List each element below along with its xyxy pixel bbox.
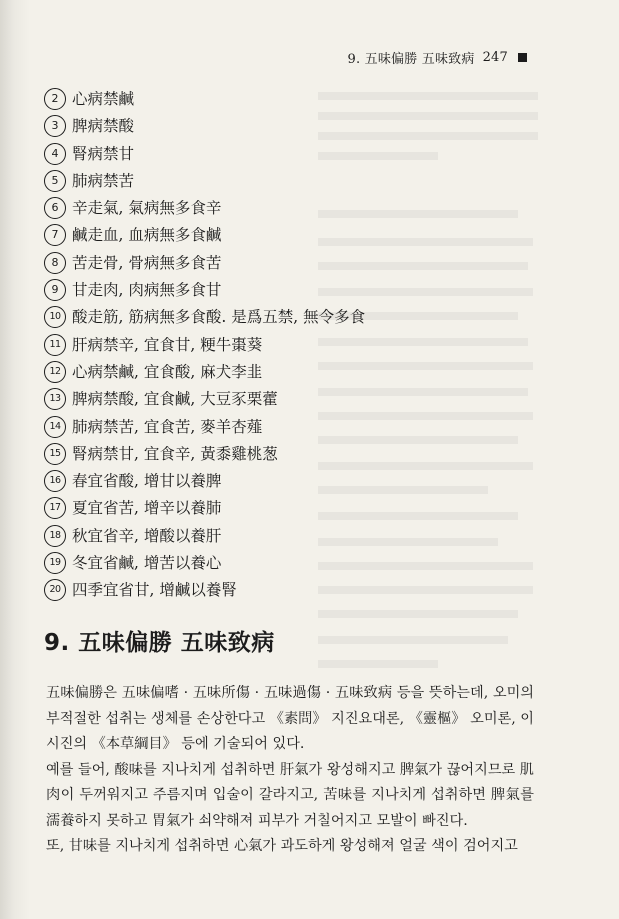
circled-number: 11 xyxy=(44,334,66,356)
page-number: 247 xyxy=(482,50,508,65)
list-item-text: 肺病禁苦 xyxy=(72,171,135,190)
five-flavor-rules-list xyxy=(44,86,365,605)
list-item xyxy=(44,359,365,386)
circled-number: 17 xyxy=(44,497,66,519)
list-item-text: 脾病禁酸 xyxy=(72,117,135,136)
circled-number: 7 xyxy=(44,224,66,246)
circled-number: 3 xyxy=(44,115,66,137)
circled-number: 12 xyxy=(44,361,66,383)
list-item-text: 甘走肉, 肉病無多食甘 xyxy=(72,281,222,300)
list-item-text: 冬宜省鹹, 增苦以養心 xyxy=(72,554,222,573)
list-item-text: 苦走骨, 骨病無多食苦 xyxy=(72,253,222,272)
list-item-text: 腎病禁甘 xyxy=(72,144,135,163)
circled-number: 5 xyxy=(44,170,66,192)
circled-number: 13 xyxy=(44,388,66,410)
list-item xyxy=(44,250,365,277)
circled-number: 6 xyxy=(44,197,66,219)
circled-number: 18 xyxy=(44,525,66,547)
list-item xyxy=(44,222,365,249)
list-item xyxy=(44,468,365,495)
list-item-text: 脾病禁酸, 宜食鹹, 大豆豕栗藿 xyxy=(72,390,278,409)
paragraph: 예를 들어, 酸味를 지나치게 섭취하면 肝氣가 왕성해지고 脾氣가 끊어지므로 肌肉이 두꺼워지고 주름지며 입술이 갈라지고, 苦味를 지나치게 섭취하면 脾氣를 濡養하지 못하고 胃氣가 쇠약해져 피부가 거칠어지고 모발이 빠진다. xyxy=(46,761,534,829)
list-item xyxy=(44,304,365,331)
list-item xyxy=(44,441,365,468)
circled-number: 4 xyxy=(44,143,66,165)
list-item-text: 四季宜省甘, 增鹹以養腎 xyxy=(72,581,237,600)
list-item-text: 腎病禁甘, 宜食辛, 黃黍雞桃葱 xyxy=(72,444,278,463)
list-item xyxy=(44,414,365,441)
list-item xyxy=(44,577,365,604)
list-item-text: 辛走氣, 氣病無多食辛 xyxy=(72,199,222,218)
list-item xyxy=(44,195,365,222)
circled-number: 9 xyxy=(44,279,66,301)
running-header xyxy=(348,48,528,67)
circled-number: 8 xyxy=(44,252,66,274)
list-item-text: 春宜省酸, 增甘以養脾 xyxy=(72,472,222,491)
list-item-text: 肺病禁苦, 宜食苦, 麥羊杏薤 xyxy=(72,417,263,436)
list-item xyxy=(44,332,365,359)
list-item xyxy=(44,386,365,413)
list-item-text: 鹹走血, 血病無多食鹹 xyxy=(72,226,222,245)
list-item xyxy=(44,523,365,550)
paragraph: 또, 甘味를 지나치게 섭취하면 心氣가 과도하게 왕성해져 얼굴 색이 검어지고 xyxy=(46,838,518,854)
circled-number: 16 xyxy=(44,470,66,492)
list-item-text: 酸走筋, 筋病無多食酸. 是爲五禁, 無令多食 xyxy=(72,308,366,327)
circled-number: 20 xyxy=(44,579,66,601)
square-bullet-icon xyxy=(518,53,527,62)
list-item xyxy=(44,277,365,304)
list-item xyxy=(44,495,365,522)
list-item-text: 夏宜省苦, 增辛以養肺 xyxy=(72,499,222,518)
circled-number: 19 xyxy=(44,552,66,574)
circled-number: 15 xyxy=(44,443,66,465)
list-item xyxy=(44,113,365,140)
list-item xyxy=(44,141,365,168)
list-item xyxy=(44,86,365,113)
list-item-text: 心病禁鹹 xyxy=(72,90,135,108)
section-title: 9. 五味偏勝 五味致病 xyxy=(44,630,275,656)
list-item xyxy=(44,550,365,577)
running-title: 9. 五味偏勝 五味致病 xyxy=(347,52,475,67)
list-item-text: 心病禁鹹, 宜食酸, 麻犬李韭 xyxy=(72,362,263,381)
list-item-text: 秋宜省辛, 增酸以養肝 xyxy=(72,526,222,545)
list-item xyxy=(44,168,365,195)
paragraph: 五味偏勝은 五味偏嗜 · 五味所傷 · 五味過傷 · 五味致病 등을 뜻하는데, 오미의 부적절한 섭취는 생체를 손상한다고 《素問》 지진요대론, 《靈樞》 오미론, 이시진의 《本草綱目》 등에 기술되어 있다. xyxy=(46,685,534,752)
list-item-text: 肝病禁辛, 宜食甘, 粳牛棗葵 xyxy=(72,335,263,354)
circled-number: 10 xyxy=(44,306,66,328)
circled-number: 2 xyxy=(44,88,66,110)
section-body xyxy=(46,681,534,860)
circled-number: 14 xyxy=(44,416,66,438)
